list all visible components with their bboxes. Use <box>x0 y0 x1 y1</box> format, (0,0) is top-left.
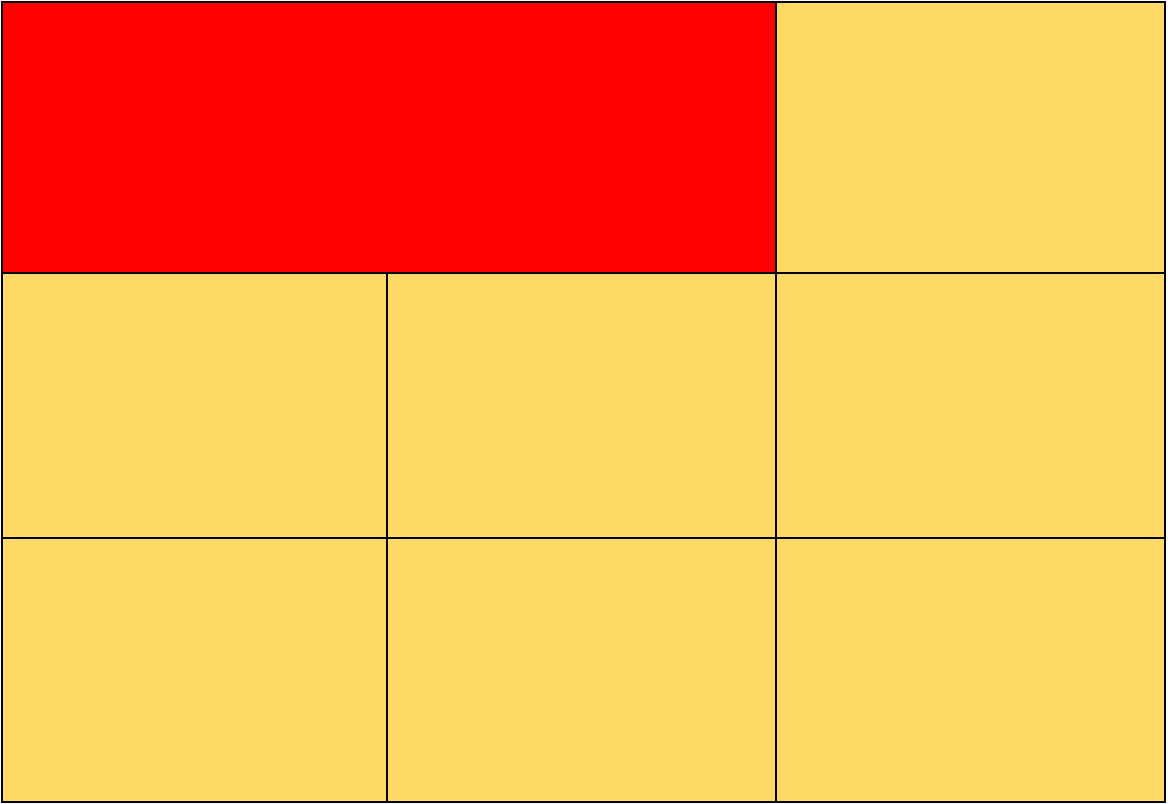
grid-cell-middle-left <box>2 273 387 538</box>
grid-cells <box>2 2 1165 802</box>
grid-cell-bottom-right <box>776 538 1165 802</box>
grid-cell-merged-top-left <box>2 2 776 273</box>
grid-cell-bottom-left <box>2 538 387 802</box>
grid-cell-middle-right <box>776 273 1165 538</box>
grid-cell-top-right <box>776 2 1165 273</box>
grid-cell-bottom-center <box>387 538 776 802</box>
grid-cell-middle-center <box>387 273 776 538</box>
